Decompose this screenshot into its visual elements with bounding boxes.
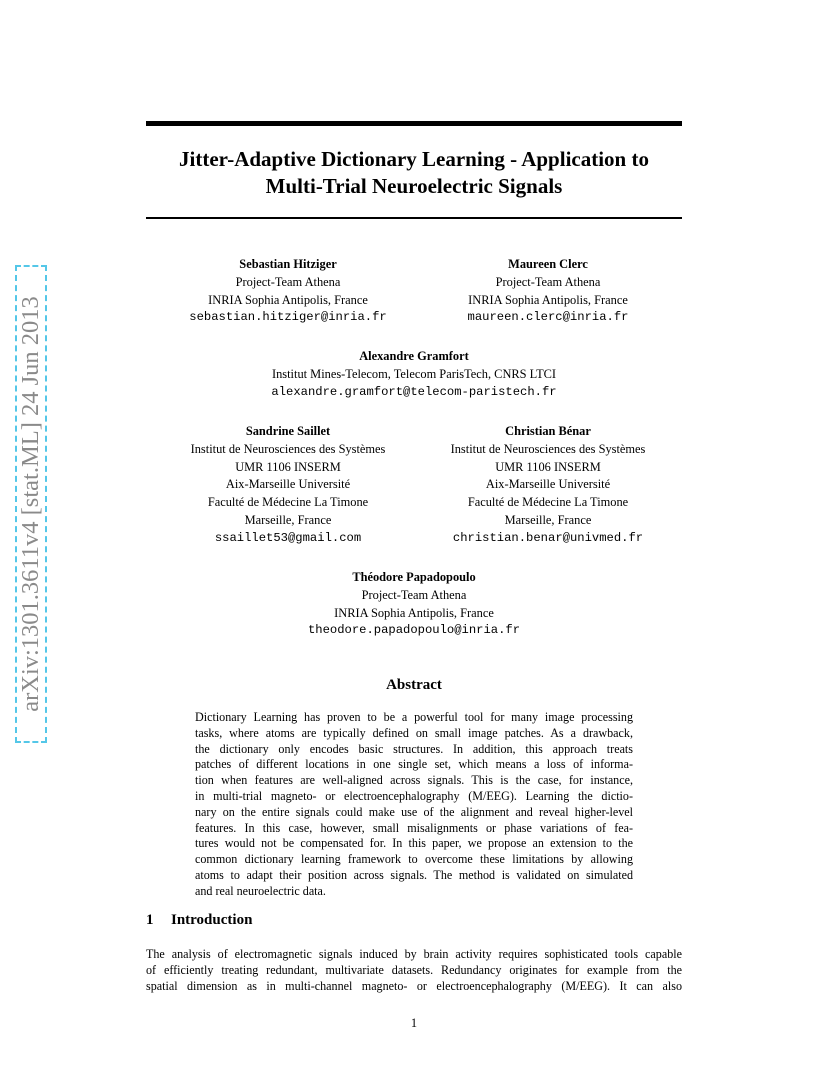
section-title: Introduction (171, 912, 253, 928)
abstract-heading: Abstract (386, 677, 442, 693)
author-affiliation: Institut de Neurosciences des Systèmes (190, 441, 386, 456)
abstract-line: patches of different locations in one single set, which means a loss of informa- (195, 757, 633, 772)
paper-title (146, 146, 682, 200)
abstract-line: nary on the entire signals could make use of the alignment and reveal higher-level (195, 804, 633, 819)
title-rule-bottom (146, 217, 682, 219)
author-affiliation: UMR 1106 INSERM (235, 459, 341, 474)
author-affiliation: Faculté de Médecine La Timone (207, 495, 369, 510)
abstract-line: common dictionary learning framework to overcome these limitations by allowing (195, 852, 633, 867)
author-name: Maureen Clerc (508, 257, 588, 271)
author-email[interactable]: sebastian.hitziger@inria.fr (189, 310, 387, 325)
abstract-line: in multi-trial magneto- or electroencephalography (M/EEG). Learning the dictio- (195, 788, 633, 803)
intro-line: of efficiently treating redundant, multivariate datasets. Redundancy originates for example from the (146, 962, 682, 977)
abstract-line: tures would not be compensated for. In this paper, we propose an extension to the (195, 836, 633, 851)
section-number: 1 (146, 912, 154, 928)
author-email[interactable]: theodore.papadopoulo@inria.fr (307, 623, 521, 638)
abstract-body (195, 710, 633, 900)
abstract-line: Dictionary Learning has proven to be a powerful tool for many image processing (195, 710, 633, 724)
author-email[interactable]: christian.benar@univmed.fr (452, 530, 644, 545)
author-name: Théodore Papadopoulo (352, 570, 476, 584)
author-email[interactable]: ssaillet53@gmail.com (214, 530, 362, 545)
abstract-line: tion when features are well-aligned across signals. This is the case, for instance, (195, 773, 633, 788)
author-affiliation: Project-Team Athena (361, 587, 467, 602)
title-line-2: Multi-Trial Neuroelectric Signals (265, 174, 563, 198)
author-affiliation: Aix-Marseille Université (485, 477, 611, 492)
author-affiliation: Marseille, France (244, 512, 332, 527)
abstract-line: features. In this case, however, small misalignments or phase variations of fea- (195, 820, 633, 835)
intro-line: The analysis of electromagnetic signals induced by brain activity requires sophisticated tools capable (146, 947, 682, 961)
intro-line: spatial dimension as in multi-channel magneto- or electroencephalography (M/EEG). It can also (146, 978, 682, 993)
author-email[interactable]: alexandre.gramfort@telecom-paristech.fr (271, 384, 557, 399)
section-heading (146, 912, 252, 929)
author-block (425, 423, 671, 548)
abstract-line: tasks, where atoms are typically defined on small image patches. As a drawback, (195, 725, 633, 740)
author-block (264, 569, 564, 640)
author-affiliation: Project-Team Athena (495, 274, 601, 289)
author-name: Alexandre Gramfort (359, 349, 469, 363)
title-rule-top (146, 121, 682, 126)
author-affiliation: Institut Mines-Telecom, Telecom ParisTech, CNRS LTCI (271, 366, 557, 381)
arxiv-stamp: arXiv:1301.3611v4 [stat.ML] 24 Jun 2013 (17, 296, 44, 712)
author-block (430, 256, 666, 327)
author-block (214, 348, 614, 401)
author-name: Sebastian Hitziger (239, 257, 337, 271)
author-block (180, 256, 396, 327)
abstract-line: and real neuroelectric data. (195, 883, 326, 898)
author-affiliation: Project-Team Athena (235, 274, 341, 289)
intro-body (146, 947, 682, 994)
title-line-1: Jitter-Adaptive Dictionary Learning - Application to (179, 147, 649, 171)
author-affiliation: INRIA Sophia Antipolis, France (334, 605, 494, 620)
author-affiliation: Aix-Marseille Université (225, 477, 351, 492)
page-number: 1 (410, 1016, 418, 1030)
author-affiliation: INRIA Sophia Antipolis, France (208, 292, 368, 307)
author-affiliation: INRIA Sophia Antipolis, France (468, 292, 628, 307)
author-affiliation: UMR 1106 INSERM (495, 459, 601, 474)
abstract-line: atoms to adapt their position across signals. The method is validated on simulated (195, 867, 633, 882)
abstract-line: the dictionary only encodes basic structures. In addition, this approach treats (195, 741, 633, 756)
author-affiliation: Institut de Neurosciences des Systèmes (450, 441, 646, 456)
author-email[interactable]: maureen.clerc@inria.fr (467, 310, 629, 325)
author-block (172, 423, 404, 548)
author-name: Christian Bénar (505, 424, 591, 438)
author-affiliation: Faculté de Médecine La Timone (467, 495, 629, 510)
author-name: Sandrine Saillet (245, 424, 331, 438)
author-affiliation: Marseille, France (504, 512, 592, 527)
